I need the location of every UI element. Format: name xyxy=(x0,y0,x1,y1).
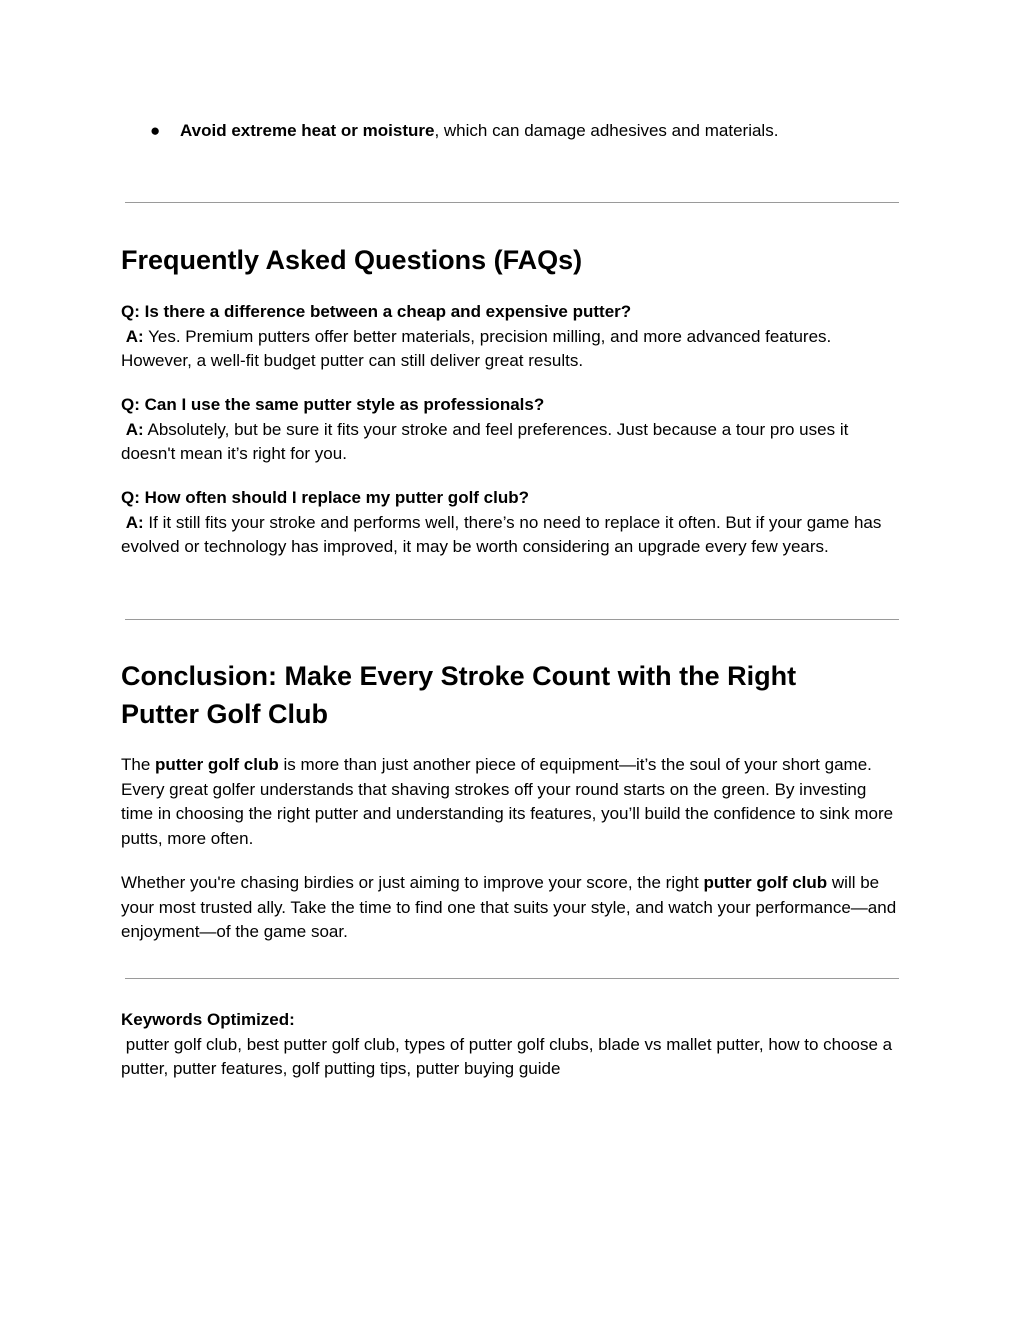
keywords-section xyxy=(121,1008,899,1082)
faq-question: Q: How often should I replace my putter golf club? xyxy=(121,488,530,507)
paragraph-bold-keyword: putter golf club xyxy=(155,755,279,774)
faq-answer: Yes. Premium putters offer better materials, precision milling, and more advanced features. However, a well-fit budget putter can still deliver great results. xyxy=(121,326,832,370)
faq-heading: Frequently Asked Questions (FAQs) xyxy=(121,245,583,275)
keywords-label: Keywords Optimized: xyxy=(121,1010,295,1029)
faq-question: Q: Is there a difference between a cheap and expensive putter? xyxy=(121,302,632,321)
bullet-text: , which can damage adhesives and materials. xyxy=(434,121,779,140)
faq-answer: Absolutely, but be sure it fits your stroke and feel preferences. Just because a tour pro uses it doesn't mean it’s right for you. xyxy=(121,419,849,463)
horizontal-rule xyxy=(125,619,899,620)
bullet-dot-icon: ● xyxy=(150,121,161,140)
bullet-bold-text: Avoid extreme heat or moisture xyxy=(180,121,435,140)
conclusion-paragraph-2 xyxy=(121,871,899,945)
faq-item xyxy=(121,300,899,374)
faq-answer: If it still fits your stroke and performs well, there’s no need to replace it often. But if your game has evolved or technology has improved, it may be worth considering an upgrade every few years. xyxy=(121,512,882,556)
paragraph-text: is more than just another piece of equipment—it’s the soul of your short game. Every great golfer understands that shaving strokes off your round starts on the green. By investing time in choosing the right putter and understanding its features, you’ll build the confidence to sink more putts, more often. xyxy=(121,755,894,848)
faq-answer-label: A: xyxy=(125,326,144,346)
keywords-text: putter golf club, best putter golf club, types of putter golf clubs, blade vs mallet putter, how to choose a putter, putter features, golf putting tips, putter buying guide xyxy=(121,1034,893,1078)
paragraph-bold-keyword: putter golf club xyxy=(703,873,828,892)
paragraph-text: will be your most trusted ally. Take the time to find one that suits your style, and watch your performance—and enjoyment—of the game soar. xyxy=(121,873,897,941)
conclusion-heading: Conclusion: Make Every Stroke Count with the Right Putter Golf Club xyxy=(121,661,797,729)
faq-answer-label: A: xyxy=(125,512,144,532)
horizontal-rule xyxy=(125,202,899,203)
horizontal-rule xyxy=(125,978,899,979)
faq-item xyxy=(121,393,899,467)
paragraph-text: Whether you're chasing birdies or just aiming to improve your score, the right xyxy=(121,873,704,892)
faq-item xyxy=(121,486,899,560)
faq-question: Q: Can I use the same putter style as professionals? xyxy=(121,395,545,414)
bullet-item xyxy=(150,120,778,142)
conclusion-paragraph-1 xyxy=(121,753,899,851)
paragraph-text: The xyxy=(121,755,156,774)
faq-answer-label: A: xyxy=(125,419,144,439)
